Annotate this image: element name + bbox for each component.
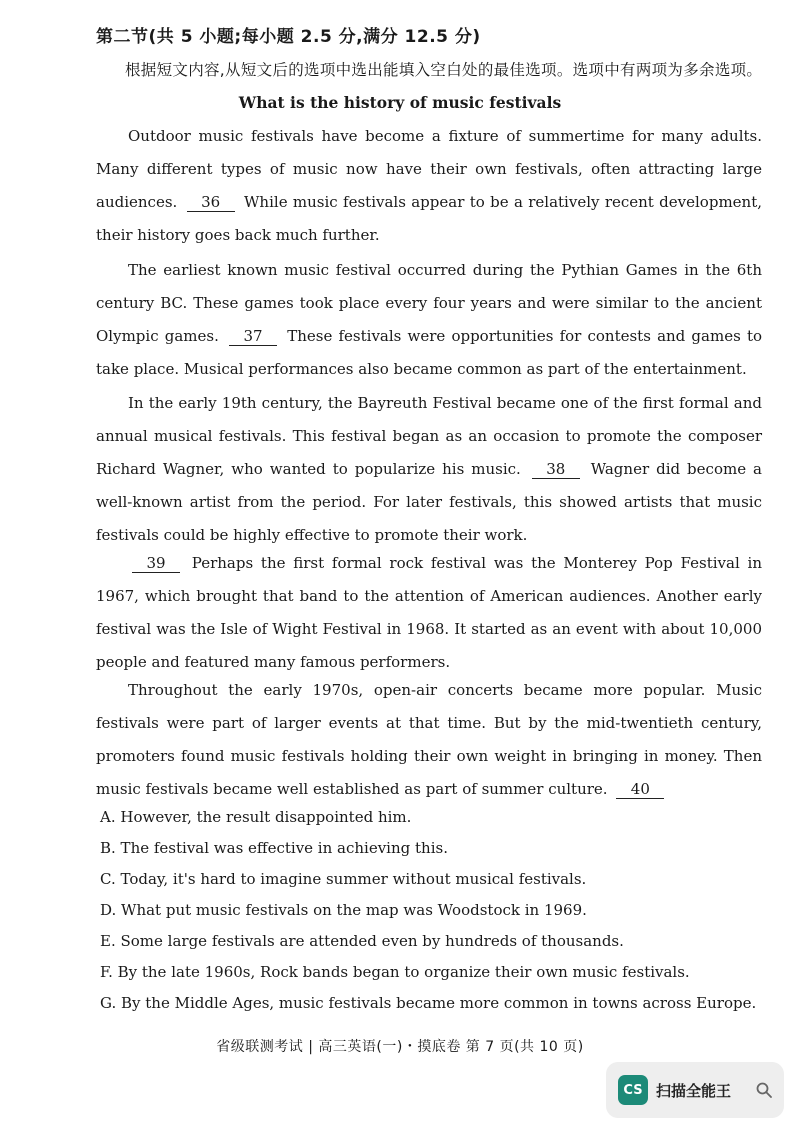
blank-40: 40	[616, 780, 664, 799]
section-title: 第二节(共 5 小题;每小题 2.5 分,满分 12.5 分)	[96, 27, 481, 47]
option-a: A. However, the result disappointed him.	[100, 808, 412, 826]
blank-38: 38	[532, 460, 580, 479]
paragraph-text: Outdoor music festivals have become a fixture of summertime for many adults. Many different types of music now have their own festivals, often attracting large audiences.	[96, 127, 762, 211]
paragraph-text: These festivals were opportunities for contests and games to take place. Musical performances also became common as part of the entertainment.	[96, 327, 762, 378]
option-c: C. Today, it's hard to imagine summer without musical festivals.	[100, 870, 587, 888]
option-f: F. By the late 1960s, Rock bands began to organize their own music festivals.	[100, 963, 690, 981]
search-icon[interactable]	[756, 1082, 772, 1098]
paragraph-1	[96, 120, 762, 252]
camscanner-logo-icon: CS	[618, 1075, 648, 1105]
paragraph-text: In the early 19th century, the Bayreuth Festival became one of the first formal and annual musical festivals. This festival began as an occasion to promote the composer Richard Wagner, who wanted to popularize his music.	[96, 394, 762, 478]
scanner-app-label: 扫描全能王	[656, 1081, 732, 1100]
paragraph-text: Perhaps the first formal rock festival was the Monterey Pop Festival in 1967, which brought that band to the attention of American audiences. Another early festival was the Isle of Wight Festival in 1968. It started as an event with about 10,000 people and featured many famous performers.	[96, 554, 762, 671]
answer-options	[100, 802, 760, 1019]
option-b: B. The festival was effective in achieving this.	[100, 839, 448, 857]
blank-36: 36	[187, 193, 235, 212]
paragraph-3	[96, 387, 762, 552]
blank-37: 37	[229, 327, 277, 346]
article-title: What is the history of music festivals	[238, 93, 562, 112]
option-g: G. By the Middle Ages, music festivals became more common in towns across Europe.	[100, 994, 757, 1012]
page-footer: 省级联测考试 | 高三英语(一)・摸底卷 第 7 页(共 10 页)	[216, 1039, 584, 1055]
blank-39: 39	[132, 554, 180, 573]
option-e: E. Some large festivals are attended even by hundreds of thousands.	[100, 932, 624, 950]
scanner-watermark-badge[interactable]	[606, 1062, 784, 1118]
option-d: D. What put music festivals on the map was Woodstock in 1969.	[100, 901, 587, 919]
instructions: 根据短文内容,从短文后的选项中选出能填入空白处的最佳选项。选项中有两项为多余选项。	[125, 61, 763, 79]
paragraph-2	[96, 254, 762, 386]
paragraph-text: The earliest known music festival occurred during the Pythian Games in the 6th century BC. These games took place every four years and were similar to the ancient Olympic games.	[96, 261, 762, 345]
paragraph-4	[96, 547, 762, 679]
paragraph-5	[96, 674, 762, 806]
paragraph-text: While music festivals appear to be a relatively recent development, their history goes back much further.	[96, 193, 762, 244]
paragraph-text: Throughout the early 1970s, open-air concerts became more popular. Music festivals were part of larger events at that time. But by the mid-twentieth century, promoters found music festivals holding their own weight in bringing in money. Then music festivals became well established as part of summer culture.	[96, 681, 762, 798]
paragraph-text: Wagner did become a well-known artist from the period. For later festivals, this showed artists that music festivals could be highly effective to promote their work.	[96, 460, 762, 544]
